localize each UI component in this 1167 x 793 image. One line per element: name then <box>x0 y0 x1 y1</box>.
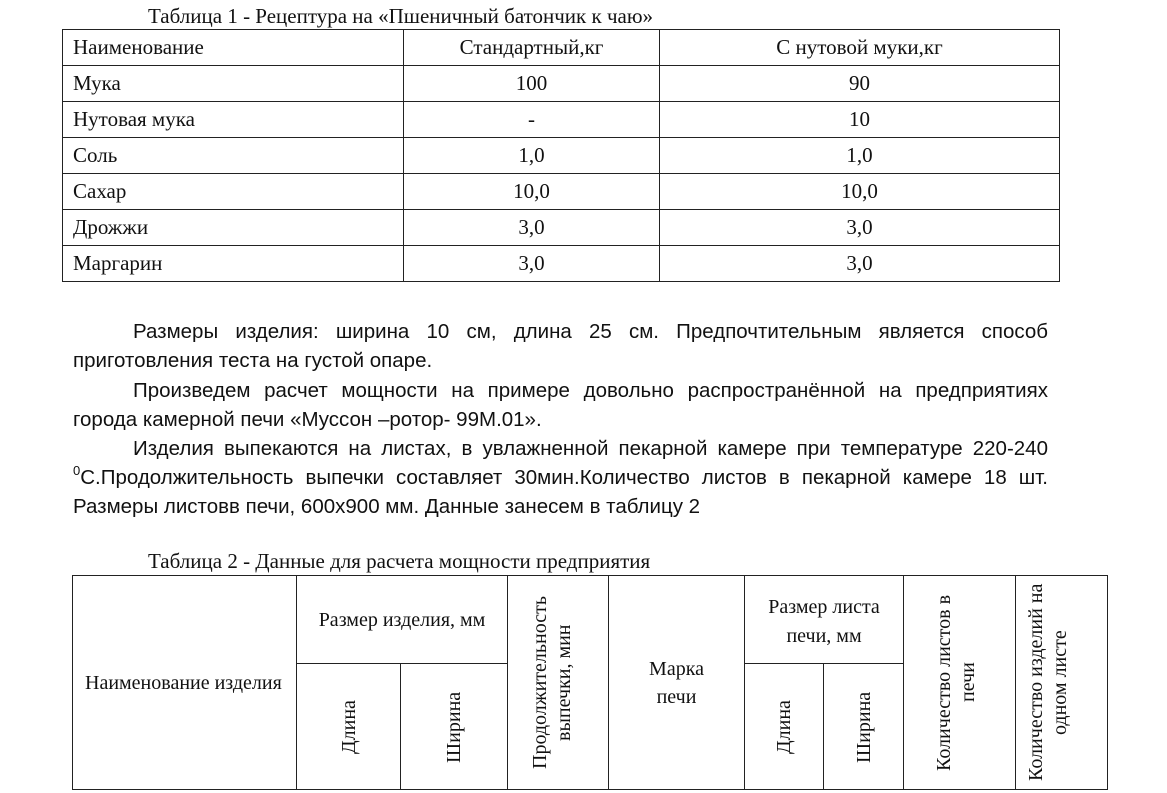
row-chickpea: 3,0 <box>660 210 1060 246</box>
table-row <box>63 66 1060 102</box>
row-chickpea: 10,0 <box>660 174 1060 210</box>
header-baking-duration <box>508 576 609 790</box>
row-standard: 1,0 <box>404 138 660 174</box>
paragraph-text: Размеры изделия: ширина 10 см, длина 25 см. Предпочтительным является способ приготовления теста на густой опаре. <box>73 320 1048 372</box>
row-chickpea: 3,0 <box>660 246 1060 282</box>
header-width <box>401 664 508 790</box>
row-name: Дрожжи <box>63 210 404 246</box>
row-standard: 3,0 <box>404 246 660 282</box>
table-row <box>63 138 1060 174</box>
header-sheet-length <box>745 664 824 790</box>
row-name: Сахар <box>63 174 404 210</box>
degree-superscript: 0 <box>73 463 81 478</box>
paragraph-text: Произведем расчет мощности на примере довольно распространённой на предприятиях города камерной печи «Муссон –ротор- 99М.01». <box>73 379 1048 431</box>
header-sheets-count <box>904 576 1016 790</box>
capacity-table <box>72 575 1108 790</box>
row-name: Нутовая мука <box>63 102 404 138</box>
header-oven-brand: Марка печи <box>609 576 745 790</box>
table2-caption: Таблица 2 - Данные для расчета мощности предприятия <box>148 549 651 573</box>
row-chickpea: 1,0 <box>660 138 1060 174</box>
header-standard: Стандартный,кг <box>404 30 660 66</box>
paragraph-text: С.Продолжительность выпечки составляет 30мин.Количество листов в пекарной камере 18 шт. Размеры листовв печи, 600х900 мм. Данные занесем в таблицу 2 <box>73 466 1048 518</box>
row-standard: 100 <box>404 66 660 102</box>
paragraph-product-size <box>73 317 1048 375</box>
row-name: Мука <box>63 66 404 102</box>
header-sheet-width <box>824 664 904 790</box>
table-header-row <box>63 30 1060 66</box>
header-text: Длина <box>773 699 796 754</box>
header-text: Продолжительность выпечки, мин <box>529 596 576 769</box>
row-standard: 3,0 <box>404 210 660 246</box>
header-text: Ширина <box>852 690 875 763</box>
header-text: Ширина <box>443 690 465 763</box>
row-chickpea: 10 <box>660 102 1060 138</box>
row-name: Соль <box>63 138 404 174</box>
paragraph-baking <box>73 434 1048 521</box>
row-standard: - <box>404 102 660 138</box>
row-chickpea: 90 <box>660 66 1060 102</box>
header-length <box>297 664 401 790</box>
header-items-per-sheet <box>1016 576 1108 790</box>
header-name: Наименование <box>63 30 404 66</box>
table-row <box>63 246 1060 282</box>
header-product-name: Наименование изделия <box>73 576 297 790</box>
table-row <box>63 210 1060 246</box>
header-text: Количество изделий на одном листе <box>1024 583 1071 782</box>
header-sheet-size: Размер листа печи, мм <box>745 576 904 664</box>
header-text: Количество листов в печи <box>932 594 979 771</box>
row-name: Маргарин <box>63 246 404 282</box>
recipe-table <box>62 29 1060 282</box>
header-product-size: Размер изделия, мм <box>297 576 508 664</box>
table-row <box>63 102 1060 138</box>
paragraph-text: Изделия выпекаются на листах, в увлажненной пекарной камере при температуре 220-240 <box>133 437 1048 460</box>
table-row <box>63 174 1060 210</box>
header-text: Длина <box>337 699 360 754</box>
paragraph-oven <box>73 376 1048 434</box>
row-standard: 10,0 <box>404 174 660 210</box>
header-chickpea: С нутовой муки,кг <box>660 30 1060 66</box>
table1-caption: Таблица 1 - Рецептура на «Пшеничный батончик к чаю» <box>148 4 654 28</box>
